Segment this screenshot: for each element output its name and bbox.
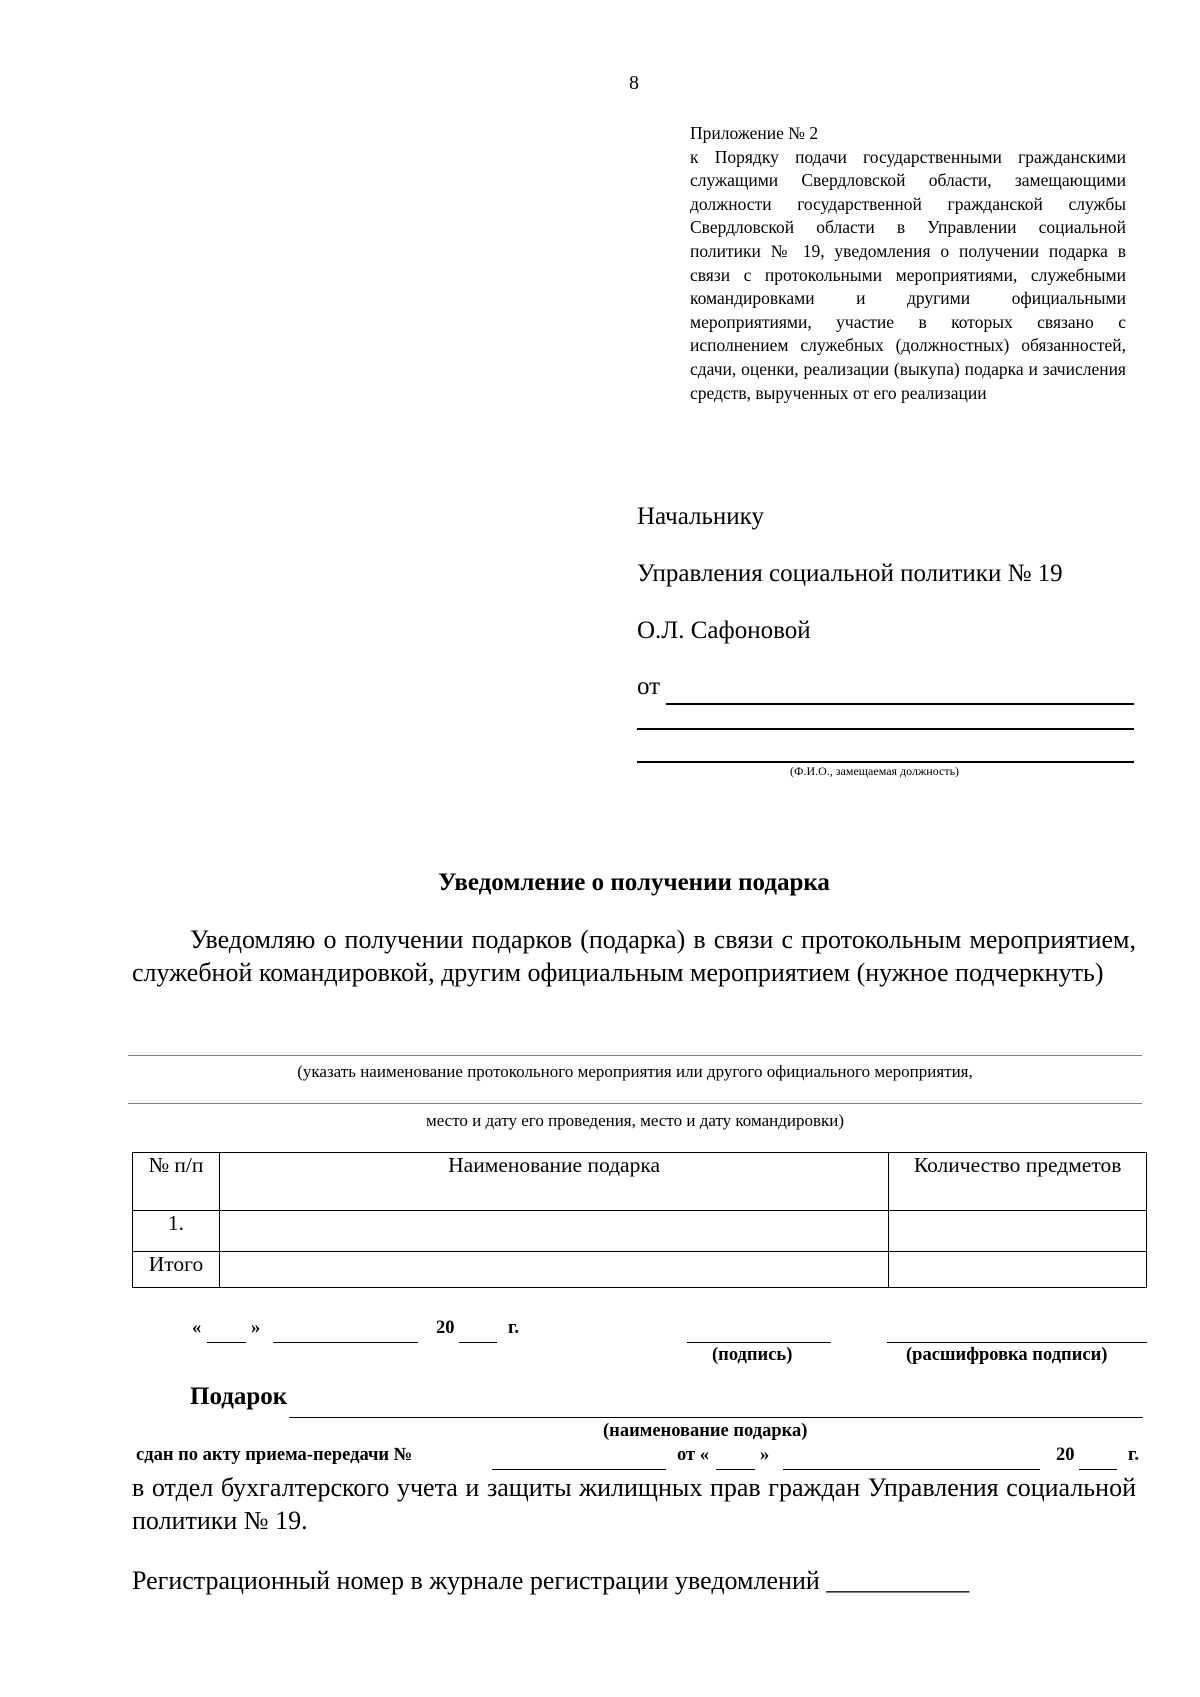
page-number: 8 (629, 72, 639, 94)
event-fill-line-1[interactable] (128, 1055, 1142, 1056)
header-gift-name: Наименование подарка (219, 1153, 888, 1211)
date-year-prefix: 20 (436, 1318, 455, 1338)
gift-name-cell[interactable] (219, 1211, 888, 1252)
act-date-from-label: от « (677, 1445, 709, 1465)
act-year-prefix: 20 (1056, 1445, 1075, 1465)
appendix-title: Приложение № 2 (690, 123, 819, 143)
table-header-row (133, 1153, 1147, 1211)
header-quantity: Количество предметов (889, 1153, 1147, 1211)
date-quote-open: « (192, 1318, 202, 1338)
from-fill-line-1[interactable] (666, 676, 1134, 705)
notice-title: Уведомление о получении подарка (438, 869, 830, 896)
total-label-cell: Итого (133, 1252, 220, 1288)
date-year-suffix: г. (508, 1318, 519, 1338)
from-fill-line-2[interactable] (637, 708, 1134, 730)
registration-number-field[interactable]: ___________ (826, 1566, 970, 1595)
act-month-field[interactable] (783, 1446, 1040, 1470)
registration-line (132, 1566, 969, 1596)
gift-caption: (наименование подарка) (603, 1421, 808, 1441)
quantity-cell[interactable] (889, 1211, 1147, 1252)
fio-caption: (Ф.И.О., замещаемая должность) (790, 764, 960, 778)
act-year-suffix: г. (1128, 1445, 1139, 1465)
date-quote-close: » (251, 1318, 261, 1338)
signature-decode-field[interactable] (887, 1320, 1147, 1343)
gifts-table (132, 1152, 1147, 1288)
gift-label: Подарок (190, 1383, 288, 1410)
addressee-line-1: Начальнику (637, 503, 764, 530)
header-number: № п/п (133, 1153, 220, 1211)
registration-label: Регистрационный номер в журнале регистрации уведомлений (132, 1566, 820, 1595)
signature-caption: (подпись) (712, 1345, 793, 1365)
event-caption-2: место и дату его проведения, место и дату командировки) (425, 1111, 845, 1130)
act-quote-close: » (760, 1445, 770, 1465)
appendix-text: к Порядку подачи государственными гражданскими служащими Свердловской области, замещающими должности государственной гражданской службы Свердловской области в Управлении социальной политики № 19, уведомления о получении подарка в связи с протокольными мероприятиями, служебными командировками и другими официальными мероприятиями, участие в которых связано с исполнением служебных (должностных) обязанностей, сдачи, оценки, реализации (выкупа) подарка и зачисления средств, вырученных от его реализации (690, 146, 1126, 403)
from-label: от (637, 673, 661, 700)
from-fill-line-3[interactable] (637, 740, 1134, 763)
event-caption-1: (указать наименование протокольного мероприятия или другого официального мероприятия, (297, 1062, 973, 1081)
total-quantity-cell[interactable] (889, 1252, 1147, 1288)
table-total-row (133, 1252, 1147, 1288)
act-number-field[interactable] (492, 1446, 666, 1470)
act-day-field[interactable] (716, 1446, 755, 1470)
signature-decode-caption: (расшифровка подписи) (906, 1345, 1108, 1365)
signature-field[interactable] (687, 1320, 831, 1343)
addressee-line-2: Управления социальной политики № 19 (637, 560, 1063, 587)
act-label: сдан по акту приема-передачи № (136, 1445, 413, 1465)
act-year-field[interactable] (1079, 1446, 1117, 1470)
gift-name-field[interactable] (289, 1387, 1143, 1418)
department-text: в отдел бухгалтерского учета и защиты жилищных прав граждан Управления социальной политики № 19. (132, 1473, 1136, 1535)
row-number-cell: 1. (133, 1211, 220, 1252)
date-year-field[interactable] (459, 1320, 497, 1343)
event-fill-line-2[interactable] (128, 1103, 1142, 1104)
date-month-field[interactable] (273, 1320, 418, 1343)
date-day-field[interactable] (207, 1320, 246, 1343)
total-gift-name-cell[interactable] (219, 1252, 888, 1288)
appendix-block (690, 122, 1126, 405)
table-row (133, 1211, 1147, 1252)
addressee-name: О.Л. Сафоновой (637, 617, 811, 644)
notice-body: Уведомляю о получении подарков (подарка) в связи с протокольным мероприятием, служебной командировкой, другим официальным мероприятием (нужное подчеркнуть) (132, 925, 1136, 987)
